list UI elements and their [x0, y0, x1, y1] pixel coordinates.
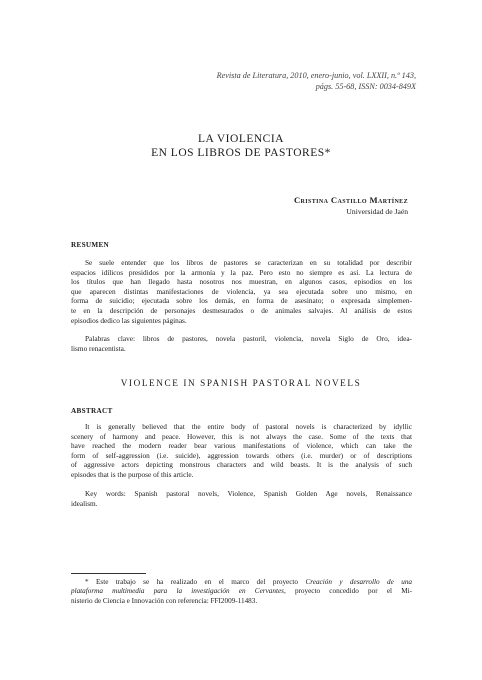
- footnote-line-1: [71, 578, 412, 587]
- abstract-line: scenery of harmony and peace. However, this is not always the case. Some of the texts that: [71, 431, 412, 441]
- abstract-line: form of self-aggression (i.e. suicide), aggression towards others (i.e. murder) or of descriptions: [71, 450, 412, 460]
- resumen-line: Se suele entender que los libros de pastores se caracterizan en su totalidad por describir: [85, 258, 412, 267]
- resumen-body: [71, 258, 412, 325]
- resumen-keywords-line: lismo renacentista.: [71, 343, 126, 353]
- abstract-line: have reached the modern reader bear various manifestations of violence, which can take the: [71, 441, 412, 451]
- abstract-keywords: [71, 489, 412, 508]
- article-title-line-2: EN LOS LIBROS DE PASTORES*: [151, 147, 331, 159]
- footnote-divider: [71, 573, 146, 574]
- author-name: Cristina Castillo Martínez: [293, 195, 408, 205]
- resumen-line: episodios dedico las siguientes páginas.: [71, 315, 187, 325]
- author-block: [294, 195, 408, 217]
- abstract-keywords-line: Key words: Spanish pastoral novels, Violence, Spanish Golden Age novels, Renaissance: [85, 489, 412, 498]
- resumen-line: que aparecen distintas manifestaciones de violencia, ya sea ejecutada sobre uno mismo, en: [71, 286, 412, 296]
- resumen-line: los títulos que han llegado hasta nosotros nos muestran, en algunos casos, episodios en los: [71, 277, 412, 287]
- resumen-keywords-line: Palabras clave: libros de pastores, novela pastoril, violencia, novela Siglo de Oro, idea-: [85, 334, 412, 343]
- article-title-line-1: LA VIOLENCIA: [198, 133, 284, 145]
- abstract-keywords-line: idealism.: [71, 498, 98, 508]
- resumen-heading: RESUMEN: [71, 241, 110, 249]
- english-title: VIOLENCE IN SPANISH PASTORAL NOVELS: [120, 378, 362, 388]
- footnote-text: * Este trabajo se ha realizado en el marco del proyecto: [85, 578, 306, 586]
- article-title: [0, 132, 482, 160]
- footnote-line-3: nisterio de Ciencia e Innovación con referencia: FFI2009-11483.: [71, 596, 258, 605]
- abstract-line: episodes that is the purpose of this article.: [71, 469, 194, 479]
- resumen-keywords: [71, 334, 412, 353]
- resumen-line: te en la descripción de personajes desmesurados o de animales salvajes. Al análisis de estos: [71, 305, 412, 315]
- resumen-line: forma de suicidio; ejecutada sobre los demás, en forma de asesinato; o expresada simplemen-: [71, 296, 412, 306]
- journal-citation-line-1: Revista de Literatura, 2010, enero-junio, vol. LXXII, n.º 143,: [216, 71, 416, 80]
- abstract-body: [71, 422, 412, 480]
- footnote-line-2: [71, 587, 412, 596]
- abstract-line: It is generally believed that the entire body of pastoral novels is characterized by idyllic: [85, 422, 412, 431]
- footnote-project-title-cont: plataforma multimedia para la investigación en Cervantes: [71, 587, 284, 596]
- footnote-text: , proyecto concedido por el Mi-: [283, 587, 412, 596]
- abstract-heading: ABSTRACT: [71, 407, 113, 415]
- journal-citation: [217, 70, 416, 92]
- journal-citation-line-2: págs. 55-68, ISSN: 0034-849X: [315, 82, 416, 91]
- abstract-line: of aggressive actors depicting monstrous characters and wild beasts. It is the analysis of such: [71, 460, 412, 470]
- resumen-line: espacios idílicos presididos por la armonía y la paz. Pero esto no siempre es así. La lectura de: [71, 267, 412, 277]
- author-affiliation: Universidad de Jaén: [346, 207, 408, 216]
- footnote: [71, 578, 412, 606]
- footnote-project-title: Creación y desarrollo de una: [305, 578, 413, 586]
